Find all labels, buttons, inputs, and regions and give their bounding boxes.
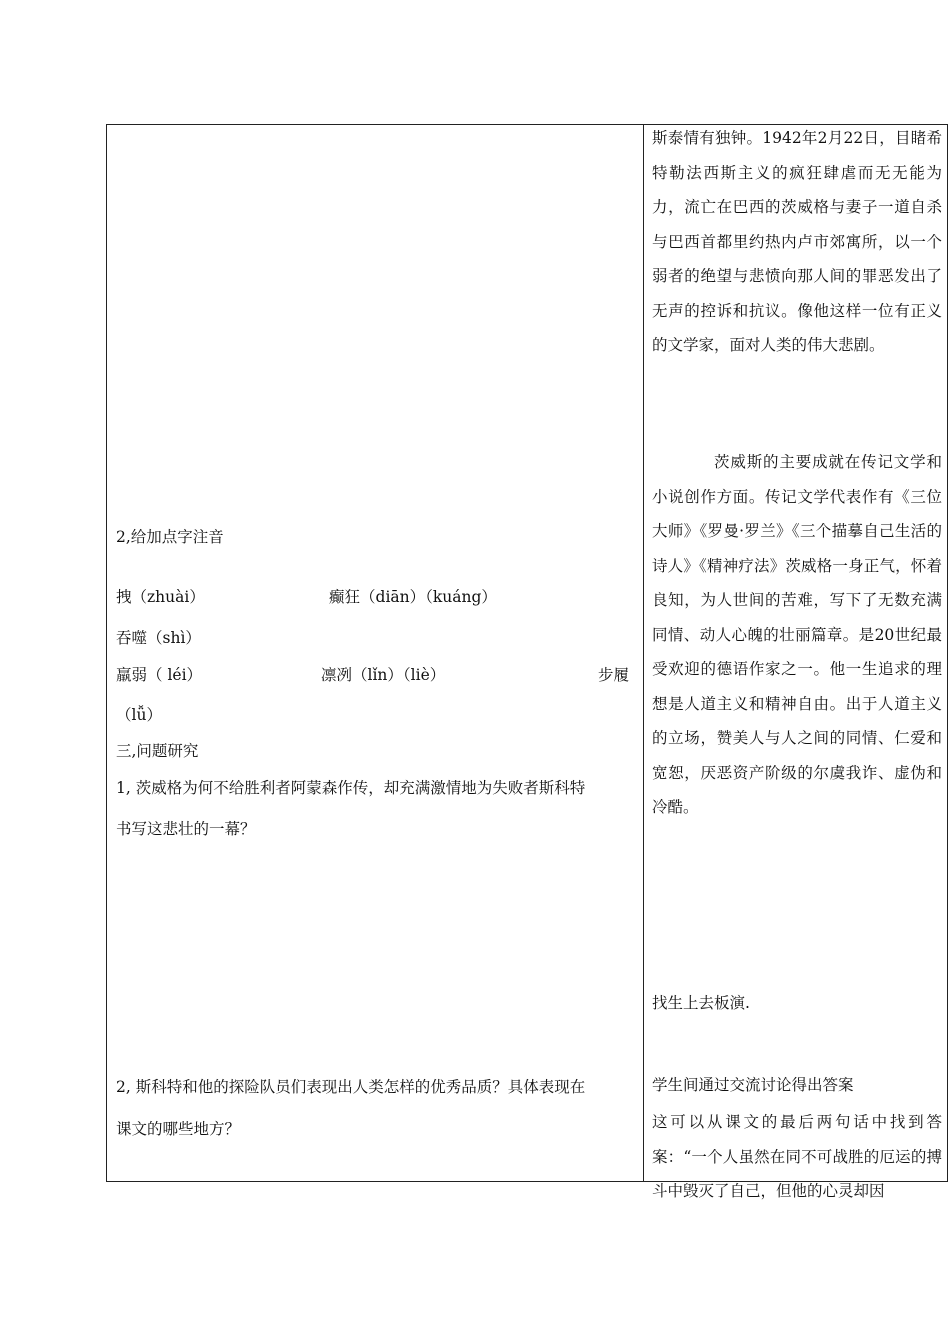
answer-paragraph: 这可以从课文的最后两句话中找到答案：“一个人虽然在同不可战胜的厄运的搏斗中毁灭了自己，但他的心灵却因 [652, 1113, 942, 1200]
achievements-paragraph: 茨威斯的主要成就在传记文学和小说创作方面。传记文学代表作有《三位大师》《罗曼·罗兰》《三个描摹自己生活的诗人》《精神疗法》茨威格一身正气，怀着良知，为人世间的苦难，写下了无数充满同情、动人心魄的壮丽篇章。是20世纪最受欢迎的德语作家之一。他一生追求的理想是人道主义和精神自由。出于人道主义的立场，赞美人与人之间的同情、仁爱和宽恕，厌恶资产阶级的尔虞我诈、虚伪和冷酷。 [652, 453, 942, 816]
biography-paragraph: 斯泰情有独钟。1942年2月22日，目睹希特勒法西斯主义的疯狂肆虐而无无能为力，流亡在巴西的茨威格与妻子一道自杀与巴西首都里约热内卢市郊寓所，以一个弱者的绝望与悲愤向那人间的罪恶发出了无声的控诉和抗议。像他这样一位有正义的文学家，面对人类的伟大悲剧。 [652, 129, 942, 354]
teacher-note-board: 找生上去板演. [652, 994, 750, 1012]
question1-line2: 书写这悲壮的一幕？ [116, 820, 256, 838]
pinyin-item: 吞噬（shì） [116, 629, 201, 647]
pinyin-item: 拽（zhuài） [116, 588, 205, 606]
pinyin-item-word: 步履 [598, 666, 630, 684]
pinyin-item: 羸弱（ léi） [116, 666, 203, 684]
section3-title: 三,问题研究 [116, 742, 199, 760]
teacher-note-discussion: 学生间通过交流讨论得出答案 [652, 1076, 854, 1094]
pinyin-item-pinyin: （lǚ） [116, 706, 162, 724]
section2-title: 2,给加点字注音 [116, 528, 224, 546]
lesson-table [106, 124, 948, 1200]
pinyin-item: 凛冽（lǐn）（liè） [321, 666, 446, 684]
question2-line2: 课文的哪些地方？ [116, 1120, 241, 1138]
question1-line1: 1, 茨威格为何不给胜利者阿蒙森作传，却充满激情地为失败者斯科特 [116, 779, 586, 797]
left-column [107, 125, 643, 1181]
right-column [644, 125, 947, 1200]
question2-line1: 2, 斯科特和他的探险队员们表现出人类怎样的优秀品质？具体表现在 [116, 1078, 586, 1096]
pinyin-item: 癫狂（diān）（kuáng） [329, 588, 497, 606]
